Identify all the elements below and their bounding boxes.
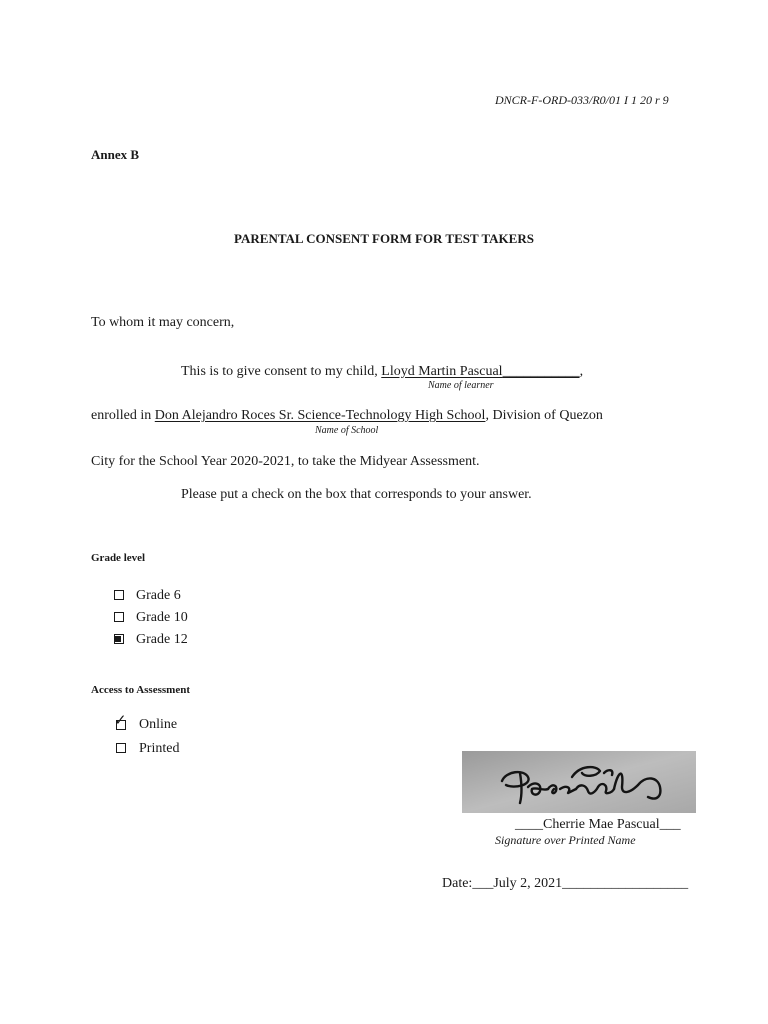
check-mark-icon: ✓	[114, 711, 127, 729]
signature-image	[462, 751, 696, 813]
date-line	[442, 876, 688, 892]
school-caption: Name of School	[315, 425, 379, 436]
printed-label: Printed	[139, 741, 180, 756]
consent-line-3: City for the School Year 2020-2021, to take the Midyear Assessment.	[91, 454, 480, 469]
grade-12-label: Grade 12	[136, 632, 188, 647]
grade-6-checkbox[interactable]	[114, 590, 124, 600]
grade-level-heading: Grade level	[91, 552, 146, 564]
consent-line-2	[91, 408, 603, 424]
instruction-text: Please put a check on the box that corresponds to your answer.	[181, 487, 532, 502]
consent-line-2-suffix: , Division of Quezon	[485, 408, 603, 423]
printed-checkbox[interactable]	[116, 743, 126, 753]
form-title: PARENTAL CONSENT FORM FOR TEST TAKERS	[234, 231, 534, 246]
printed-name: ____Cherrie Mae Pascual___	[515, 817, 681, 832]
annex-label: Annex B	[91, 147, 140, 162]
consent-line-1-prefix: This is to give consent to my child,	[181, 364, 382, 379]
online-label: Online	[139, 717, 178, 732]
learner-caption: Name of learner	[428, 380, 494, 391]
access-heading: Access to Assessment	[91, 684, 190, 696]
school-name: Don Alejandro Roces Sr. Science-Technology High School	[154, 408, 486, 423]
salutation: To whom it may concern,	[91, 315, 235, 330]
document-code: DNCR-F-ORD-033/R0/01 I 1 20 r 9	[495, 93, 669, 107]
consent-line-1	[181, 364, 583, 380]
grade-10-label: Grade 10	[136, 610, 188, 625]
grade-6-label: Grade 6	[136, 588, 181, 603]
learner-name: Lloyd Martin Pascual___________	[381, 364, 580, 379]
date-label: Date:	[442, 876, 473, 891]
consent-line-1-suffix: ,	[579, 364, 584, 379]
signature-caption: Signature over Printed Name	[495, 833, 636, 847]
consent-line-2-prefix: enrolled in	[91, 408, 155, 423]
grade-12-checkbox[interactable]	[114, 634, 124, 644]
date-value: ___July 2, 2021__________________	[472, 876, 689, 891]
grade-10-checkbox[interactable]	[114, 612, 124, 622]
